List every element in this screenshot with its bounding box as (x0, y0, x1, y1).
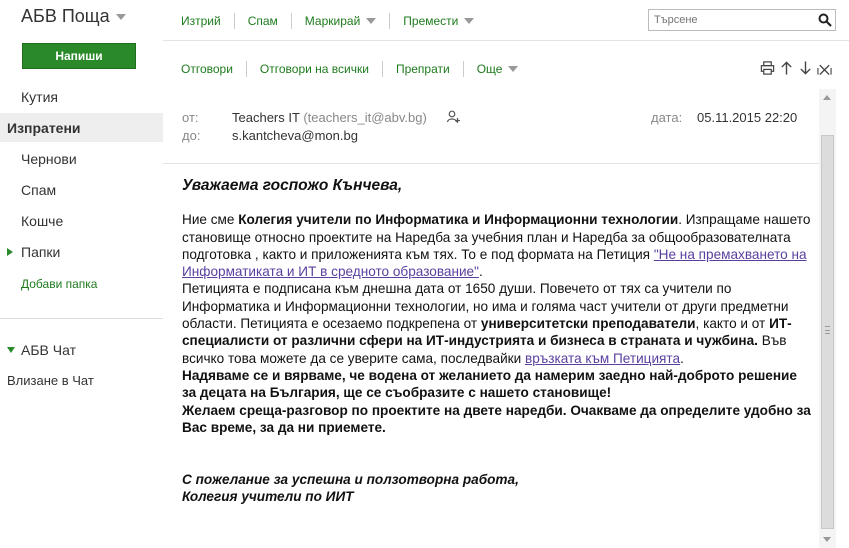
reply-toolbar (181, 61, 518, 77)
sidebar-item-label: Кутия (21, 88, 58, 105)
arrow-down-icon[interactable] (798, 60, 813, 76)
text: . Изпращаме нашето становище относно проектите на Наредба за учебния план и Наредба за общообразователната подготовка , както и приложенията към тях. То е под формата на Петиция (182, 212, 811, 262)
add-folder-link[interactable]: Добави папка (21, 277, 98, 291)
reply-all-button[interactable]: Отговори на всички (259, 62, 369, 76)
move-label: Премести (403, 14, 459, 28)
app-logo-text: АБВ Поща (21, 6, 110, 26)
to-label: до: (182, 128, 201, 143)
paragraph (182, 211, 812, 280)
search-box (648, 9, 836, 31)
date-label: дата: (651, 110, 683, 125)
divider (163, 163, 819, 164)
search-icon[interactable] (818, 13, 832, 27)
chevron-down-icon (116, 14, 126, 20)
print-icon[interactable] (760, 60, 775, 76)
text-bold: ИТ- специалисти от различни сфери на ИТ-индустрията и бизнеса в страната и чужбина. (182, 316, 792, 349)
message-actions (760, 60, 832, 76)
sender[interactable] (232, 110, 427, 125)
divider (246, 61, 247, 77)
search-input[interactable] (649, 10, 809, 30)
text-bold: университетски преподаватели (480, 316, 696, 332)
sender-email: (teachers_it@abv.bg) (303, 110, 427, 125)
divider (234, 13, 235, 29)
sidebar-item-label: Папки (21, 243, 61, 260)
sidebar-item-label: Изпратени (7, 119, 81, 136)
text-bold: Колегия учители по Информатика и Информационни технологии (238, 212, 679, 228)
grip-icon (825, 326, 830, 334)
sidebar-item-label: Чернови (21, 150, 77, 167)
reply-button[interactable]: Отговори (181, 62, 233, 76)
paragraph: Желаем среща-разговор по проектите на двете наредби. Очакваме да определите удобно за Вас време, за да ни приемете. (182, 402, 811, 435)
sidebar (0, 0, 163, 548)
divider (0, 318, 163, 319)
divider (382, 61, 383, 77)
add-contact-icon[interactable] (446, 110, 460, 124)
divider (463, 61, 464, 77)
message-body (182, 177, 812, 506)
close-icon[interactable] (817, 60, 832, 76)
divider (389, 13, 390, 29)
delete-button[interactable]: Изтрий (181, 14, 221, 28)
text: Във всичко това можете да се уверите сама, последвайки (182, 333, 787, 366)
compose-button[interactable]: Напиши (22, 43, 136, 69)
petition-link[interactable]: "Не на премахването на Информатиката и ИТ в средното образование" (182, 246, 807, 280)
sidebar-item-inbox[interactable] (0, 82, 163, 111)
spam-button[interactable]: Спам (247, 14, 278, 28)
paragraph (182, 280, 812, 366)
date-value: 05.11.2015 22:20 (697, 110, 798, 125)
text: . (478, 264, 483, 280)
scroll-up-icon[interactable] (823, 95, 831, 100)
more-label: Още (476, 62, 503, 76)
greeting: Уважаема госпожо Кънчева, (182, 177, 403, 194)
chat-login-link[interactable]: Влизане в Чат (7, 373, 94, 388)
signature (182, 471, 812, 506)
chat-section-toggle[interactable] (7, 342, 76, 358)
app-logo[interactable] (21, 6, 126, 27)
sidebar-item-drafts[interactable] (0, 144, 163, 173)
sidebar-item-label: Кошче (21, 212, 64, 229)
chevron-down-icon (464, 18, 474, 24)
forward-button[interactable]: Препрати (395, 62, 450, 76)
text: Ние сме (182, 212, 239, 228)
sidebar-item-label: Спам (21, 181, 57, 198)
signature-line: Колегия учители по ИИТ (182, 489, 354, 505)
sender-name: Teachers IT (232, 110, 300, 125)
text: . (680, 350, 684, 366)
message-toolbar (181, 12, 474, 30)
scrollbar[interactable] (819, 89, 836, 548)
sidebar-item-sent[interactable] (0, 113, 163, 142)
scrollbar-thumb[interactable] (821, 135, 834, 529)
chevron-right-icon[interactable] (7, 248, 13, 256)
text: Петицията е подписана към днешна дата от 1650 души. Повечето от тях са учители по Информатика и Информационни технологии, но има и голяма част учители от други предметни области. Петицията е осезаемо подкрепена от (182, 281, 789, 332)
signature-line: С пожелание за успешна и ползотворна работа, (182, 472, 519, 488)
text: , както и от (695, 316, 770, 332)
scroll-down-icon[interactable] (823, 537, 831, 542)
chevron-down-icon (366, 18, 376, 24)
sidebar-item-spam[interactable] (0, 175, 163, 204)
paragraph: Надяваме се и вярваме, че водена от желанието да намерим заедно най-доброто решение за децата на България, ще се съобразите с нашето становище! (182, 367, 797, 401)
sidebar-item-folders[interactable] (0, 237, 163, 266)
arrow-up-icon[interactable] (779, 60, 794, 76)
move-dropdown[interactable] (403, 14, 474, 28)
chat-title: АБВ Чат (21, 342, 76, 358)
recipient: s.kantcheva@mon.bg (232, 128, 358, 143)
mark-label: Маркирай (304, 14, 361, 28)
petition-link-2[interactable]: връзката към Петицията (524, 350, 681, 366)
from-label: от: (182, 110, 199, 125)
chevron-down-icon (7, 347, 15, 353)
sidebar-item-trash[interactable] (0, 206, 163, 235)
mark-dropdown[interactable] (305, 14, 376, 28)
chevron-down-icon (508, 66, 518, 72)
divider (163, 40, 849, 41)
divider (291, 13, 292, 29)
more-dropdown[interactable] (477, 62, 519, 76)
